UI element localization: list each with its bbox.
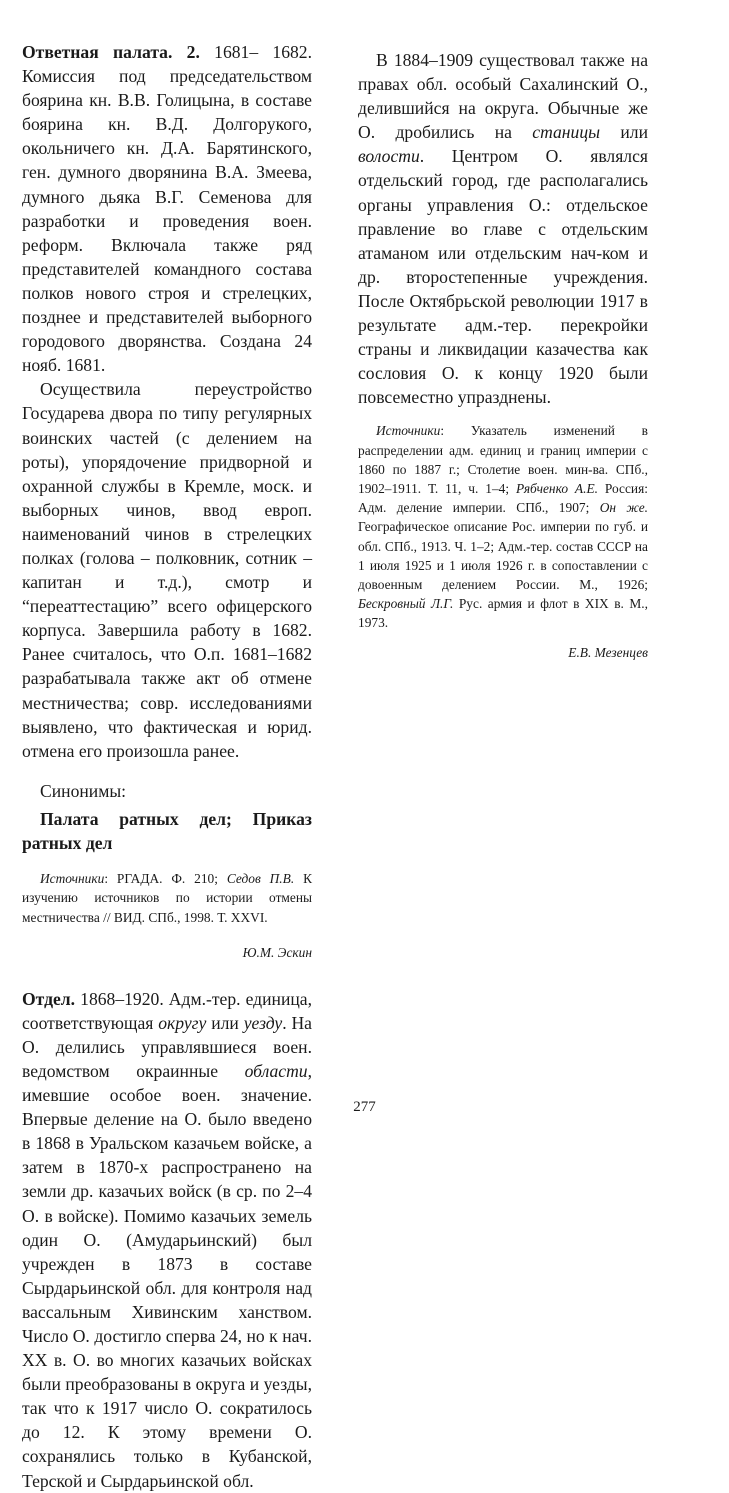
article-2-emphasis: области	[244, 1060, 308, 1081]
article-2-text: В 1884–1909 существовал также на правах обл. особый Сахалинский О., делившийся на округа. Обычные же О. дробились на	[358, 50, 648, 143]
article-1-title: Ответная палата. 2.	[22, 42, 200, 62]
sources-label: Источники	[376, 423, 441, 439]
synonyms-list: Палата ратных дел; Приказ ратных дел	[22, 808, 312, 853]
sources-text: К изучению источников по истории отмены местничества // ВИД. СПб., 1998. Т. XXVI.	[22, 871, 312, 925]
article-1-paragraph-1	[22, 40, 312, 377]
sources-text: : РГАДА. Ф. 210;	[104, 871, 227, 887]
sources-author: Он же.	[599, 500, 649, 516]
article-1-sources	[22, 869, 312, 927]
article-2-sources	[358, 421, 648, 632]
article-1-paragraph-2: Осуществила переустройство Государева двора по типу регулярных воинских частей (с делением на роты), упорядочение придворной и охранной службы в Кремле, моск. и выборных чинов, ввод европ. наименований чинов в стрелецких полках (голова – полковник, сотник – капитан и т.д.), смотр и “переаттестацию” всего офицерского корпуса. Завершила работу в 1682. Ранее считалось, что О.п. 1681–1682 разрабатывала также акт об отмене местничества; совр. исследованиями выявлено, что фактическая и юрид. отмена его произошла ранее.	[22, 379, 312, 761]
article-1-years: 1681– 1682.	[199, 42, 312, 62]
sources-text: Рус. армия и флот в XIX в. М., 1973.	[358, 596, 648, 631]
synonyms-label: Синонимы:	[40, 780, 127, 801]
right-column	[358, 40, 648, 663]
sources-label: Источники	[40, 871, 105, 887]
article-1-text-1: Комиссия под председательством боярина кн. В.В. Голицына, в составе боярина кн. В.Д. Долгорукого, окольничего кн. Д.А. Барятинского, ген. думного дворянина В.А. Змеева, думного дьяка В.Г. Семенова для разработки и проведения воен. реформ. Включала также ряд представителей командного состава полков нового строя и стрелецких, позднее и представителей выборного городового дворянства. Создана 24 нояб. 1681.	[22, 66, 312, 376]
article-2-paragraph-2	[358, 48, 648, 409]
article-2-text: . Центром О. являлся отдельский город, где располагались органы управления О.: отдельское правление во главе с отдельским атаманом или отдельским нач-ком и др. второстепенные учреждения. После Октябрьской революции 1917 в результате адм.-тер. перекройки страны и ликвидации казачества как сословия О. к концу 1920 были повсеместно упразднены.	[358, 146, 648, 408]
sources-text: Россия: Адм. деление империи. СПб., 1907;	[358, 481, 648, 516]
left-column	[22, 40, 312, 1493]
sources-author: Рябченко А.Е.	[515, 481, 598, 497]
sources-text: Географическое описание Рос. империи по губ. и обл. СПб., 1913. Ч. 1–2; Адм.-тер. состав СССР на 1 июля 1925 и 1 июля 1926 г. в сопоставлении с довоенным делением России. М., 1926;	[358, 519, 648, 593]
article-2-title: Отдел.	[22, 988, 76, 1009]
article-2-text: или	[206, 1012, 244, 1033]
sources-text: : Указатель изменений в распределении адм. единиц и границ империи с 1860 по 1887 г.; Столетие воен. мин-ва. СПб., 1902–1911. Т. 11, ч. 1–4;	[358, 423, 648, 497]
article-2-emphasis: уезду	[243, 1012, 283, 1033]
article-1-author: Ю.М. Эскин	[242, 944, 312, 960]
article-2-emphasis: округу	[158, 1012, 207, 1033]
article-2-text-continued: , имевшие особое воен. значение. Впервые деление на О. было введено в 1868 в Уральском казачьем войске, а затем в 1870-х распространено на земли др. казачьих войск (в ср. по 2–4 О. в войске). Помимо казачьих земель один О. (Амударьинский) был учрежден в 1873 в составе Сырдарьинской обл. для контроля над вассальным Хивинским ханством. Число О. достигло сперва 24, но к нач. XX в. О. во многих казачьих войсках были преобразованы в округа и уезды, так что к 1917 число О. сократилось до 12. К этому времени О. сохранялись только в Кубанской, Терской и Сырдарьинской обл.	[22, 1060, 312, 1491]
sources-author: Седов П.В.	[226, 871, 295, 887]
article-2-paragraph-1	[22, 987, 312, 1493]
article-2-emphasis: волости	[358, 146, 420, 167]
article-2-text: или	[600, 122, 648, 143]
article-2-text: . На О. делились управлявшиеся воен. ведомством окраинные	[22, 1012, 312, 1081]
article-2-author: Е.В. Мезенцев	[568, 644, 648, 660]
sources-author: Бескровный Л.Г.	[358, 596, 454, 612]
page-number: 277	[353, 1099, 376, 1115]
article-2-text: 1868–1920. Адм.-тер. единица, соответствующая	[22, 988, 312, 1033]
article-2-emphasis: станицы	[532, 122, 601, 143]
